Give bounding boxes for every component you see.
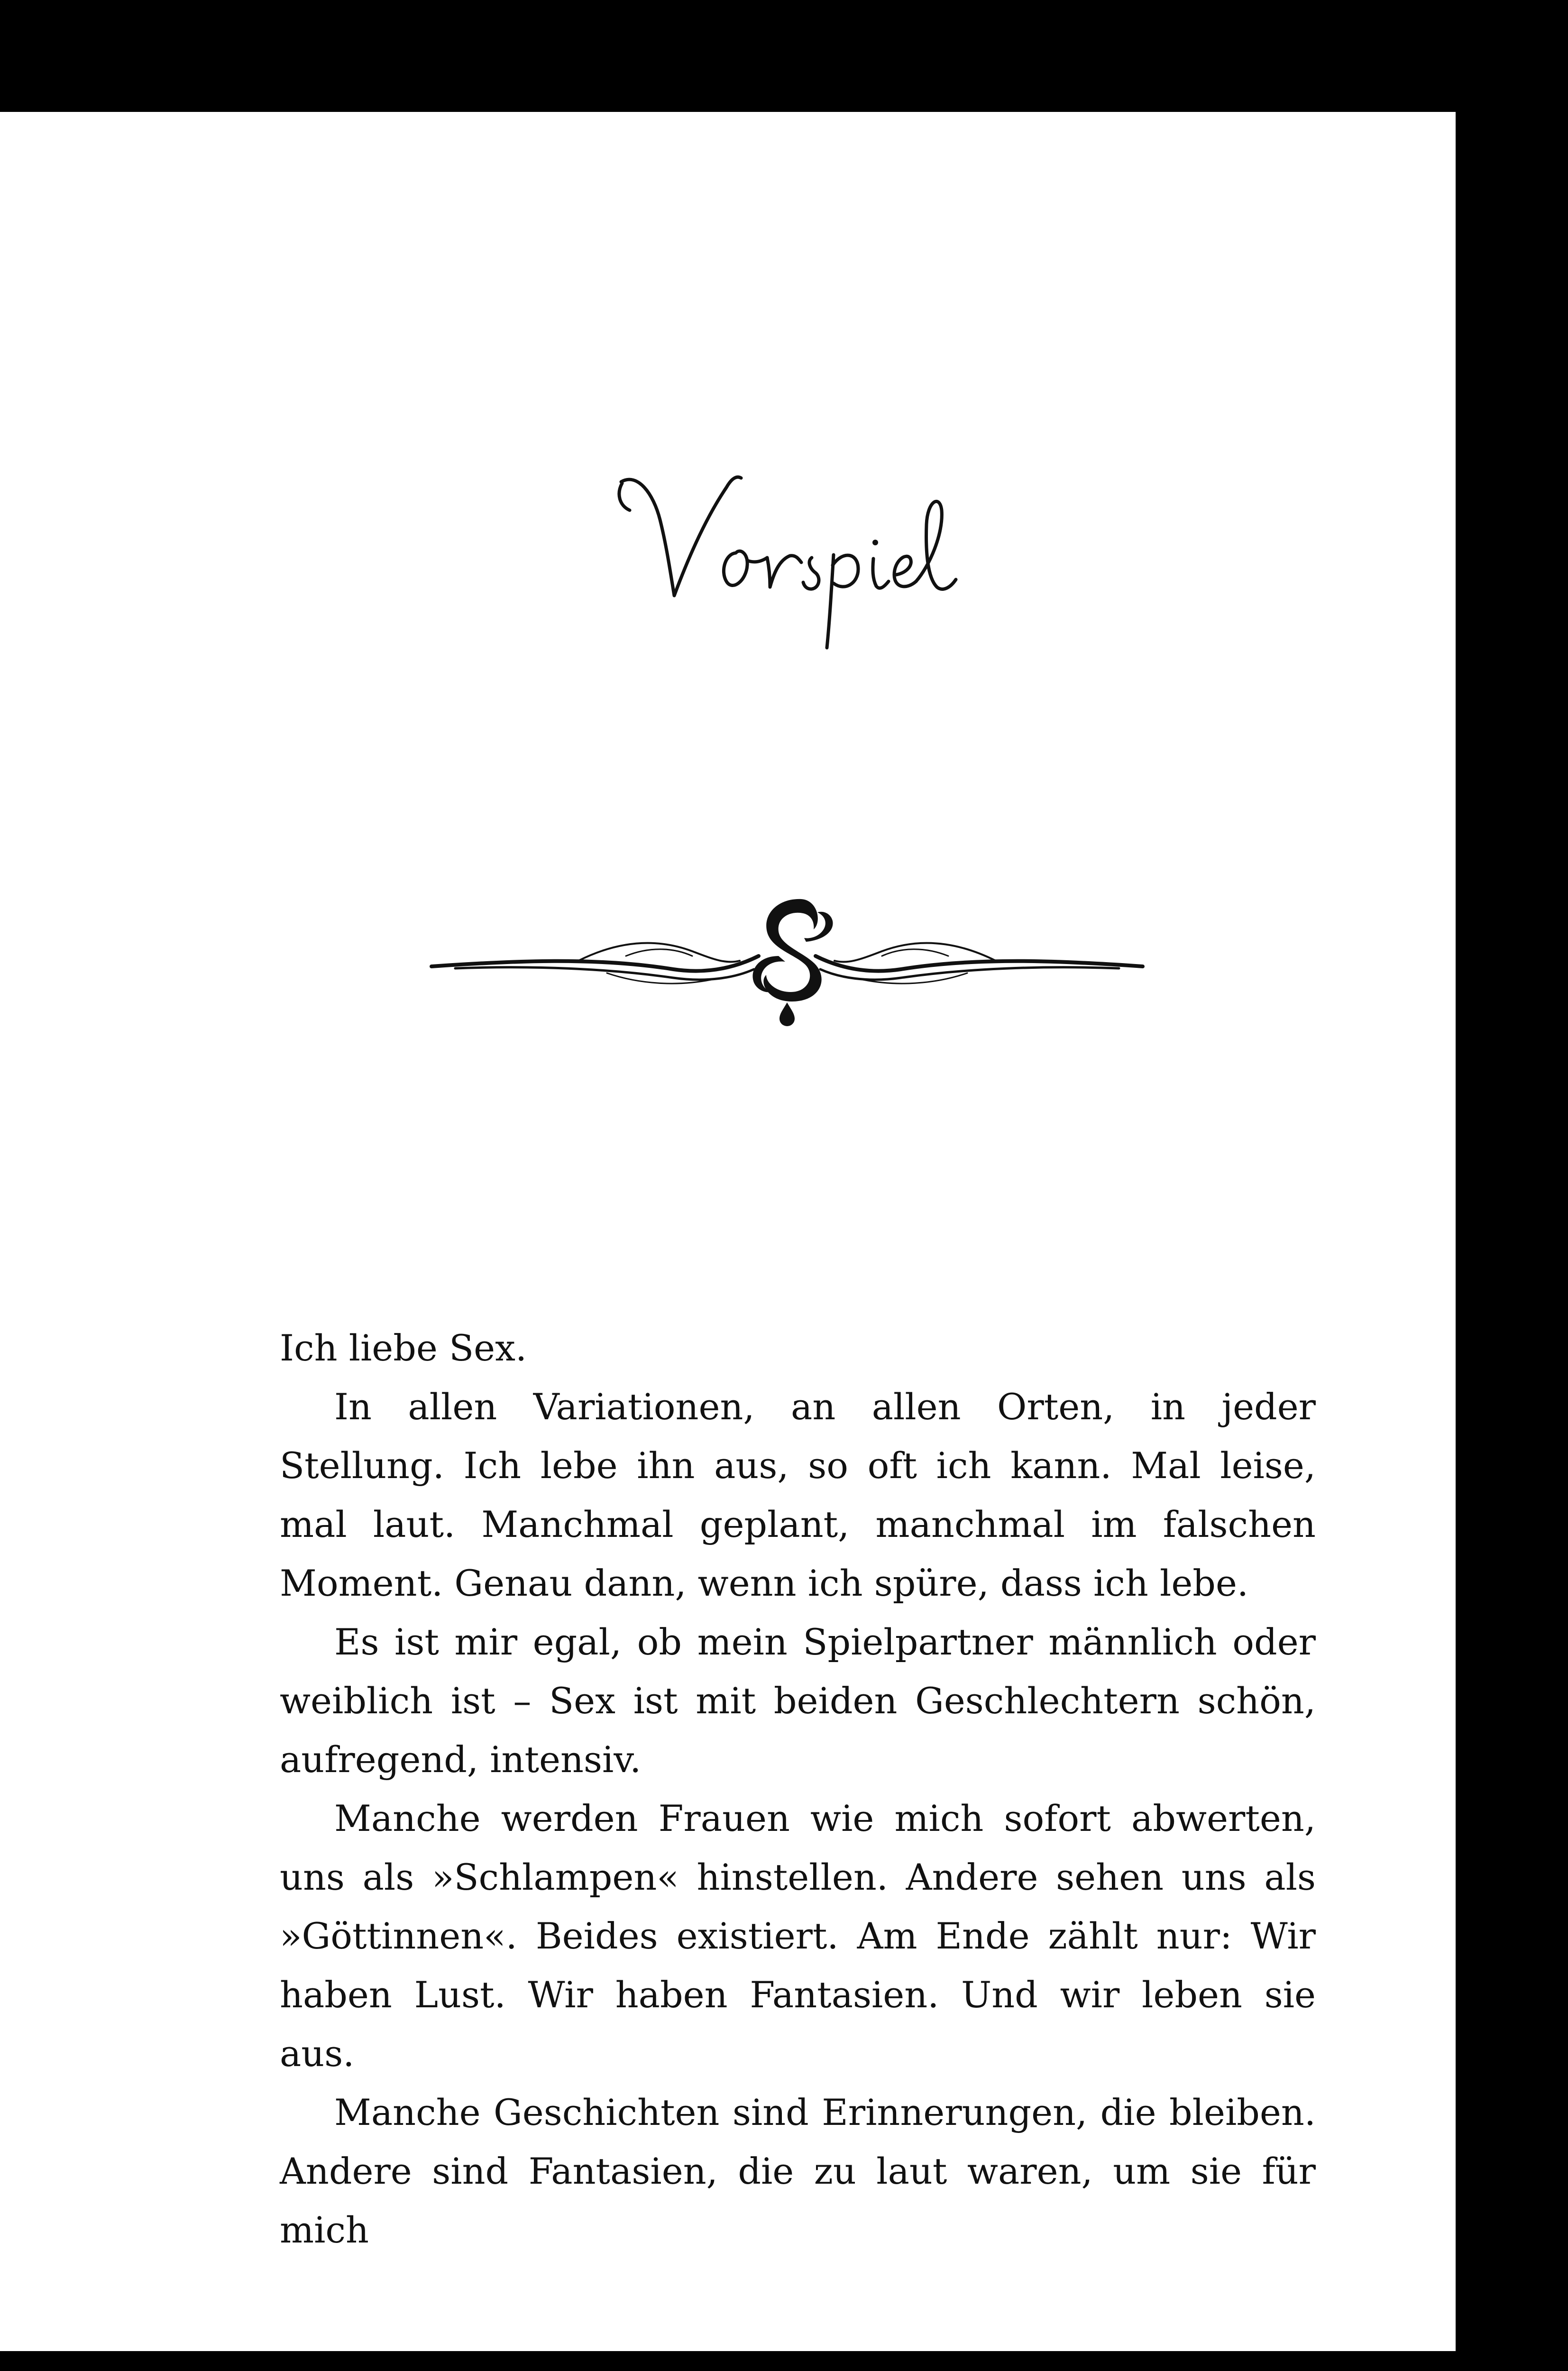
paragraph: Ich liebe Sex. [280,1327,527,1369]
ornamental-s-flourish-icon [427,885,1147,1027]
paragraph: Manche Geschichten sind Erinnerungen, die bleiben. Andere sind Fantasien, die zu laut waren, um sie für mich [280,2091,1316,2251]
book-page [0,112,1456,2351]
chapter-body [280,1319,1316,2260]
paragraph: In allen Variationen, an allen Orten, in jeder Stellung. Ich lebe ihn aus, so oft ich kann. Mal leise, mal laut. Manchmal geplant, manchmal im falschen Moment. Genau dann, wenn ich spüre, dass ich lebe. [280,1386,1316,1604]
chapter-title-script [0,453,1456,700]
paragraph: Manche werden Frauen wie mich sofort abwerten, uns als »Schlampen« hinstellen. Andere sehen uns als »Göttinnen«. Beides existiert. Am Ende zählt nur: Wir haben Lust. Wir haben Fantasien. Und wir leben sie aus. [280,1797,1316,2075]
paragraph: Es ist mir egal, ob mein Spielpartner männlich oder weiblich ist – Sex ist mit beiden Geschlechtern schön, aufregend, intensiv. [280,1621,1316,1781]
chapter-title [0,453,1456,700]
